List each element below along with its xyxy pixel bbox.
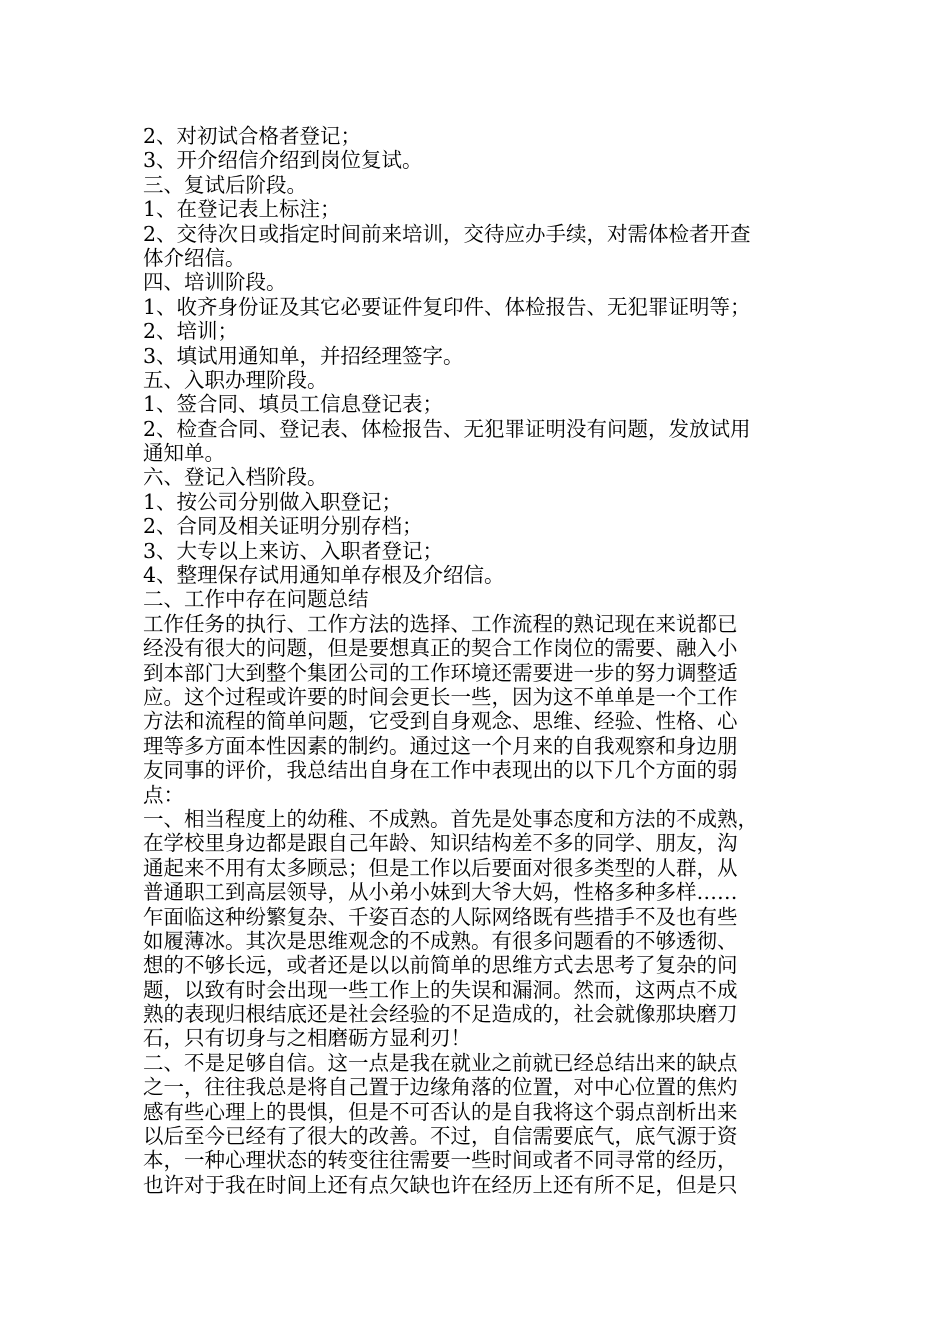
text-line: 熟的表现归根结底还是社会经验的不足造成的，社会就像那块磨刀 bbox=[143, 1002, 738, 1027]
text-line: 3、填试用通知单，并招经理签字。 bbox=[143, 343, 464, 368]
text-line: 想的不够长远，或者还是以以前简单的思维方式去思考了复杂的问 bbox=[143, 953, 738, 978]
text-line: 2、检查合同、登记表、体检报告、无犯罪证明没有问题，发放试用 bbox=[143, 416, 751, 441]
text-line: 体介绍信。 bbox=[143, 245, 246, 270]
text-line: 点： bbox=[143, 782, 184, 807]
text-line: 1、收齐身份证及其它必要证件复印件、体检报告、无犯罪证明等； bbox=[143, 294, 751, 319]
text-line: 感有些心理上的畏惧，但是不可否认的是自我将这个弱点剖析出来 bbox=[143, 1099, 738, 1124]
text-line: 友同事的评价，我总结出自身在工作中表现出的以下几个方面的弱 bbox=[143, 758, 738, 783]
text-line: 石，只有切身与之相磨砺方显利刃！ bbox=[143, 1026, 471, 1051]
text-line: 3、大专以上来访、入职者登记； bbox=[143, 538, 444, 563]
text-line: 五、入职办理阶段。 bbox=[143, 367, 328, 392]
text-line: 六、登记入档阶段。 bbox=[143, 465, 328, 490]
text-line: 之一，往往我总是将自己置于边缘角落的位置，对中心位置的焦灼 bbox=[143, 1075, 738, 1100]
text-line: 一、相当程度上的幼稚、不成熟。首先是处事态度和方法的不成熟， bbox=[143, 806, 758, 831]
text-line: 1、按公司分别做入职登记； bbox=[143, 489, 403, 514]
text-line: 三、复试后阶段。 bbox=[143, 172, 307, 197]
text-line: 应。这个过程或许要的时间会更长一些，因为这不单单是一个工作 bbox=[143, 684, 738, 709]
text-line: 理等多方面本性因素的制约。通过这一个月来的自我观察和身边朋 bbox=[143, 733, 738, 758]
text-line: 如履薄冰。其次是思维观念的不成熟。有很多问题看的不够透彻、 bbox=[143, 928, 738, 953]
text-line: 四、培训阶段。 bbox=[143, 270, 287, 295]
text-line: 到本部门大到整个集团公司的工作环境还需要进一步的努力调整适 bbox=[143, 660, 738, 685]
text-line: 二、工作中存在问题总结 bbox=[143, 587, 369, 612]
text-line: 1、签合同、填员工信息登记表； bbox=[143, 392, 444, 417]
document-body bbox=[143, 124, 803, 1197]
text-line: 经没有很大的问题，但是要想真正的契合工作岗位的需要、融入小 bbox=[143, 636, 738, 661]
text-line: 4、整理保存试用通知单存根及介绍信。 bbox=[143, 563, 505, 588]
text-line: 也许对于我在时间上还有点欠缺也许在经历上还有所不足，但是只 bbox=[143, 1172, 738, 1197]
text-line: 题，以致有时会出现一些工作上的失误和漏洞。然而，这两点不成 bbox=[143, 977, 738, 1002]
text-line: 工作任务的执行、工作方法的选择、工作流程的熟记现在来说都已 bbox=[143, 611, 738, 636]
text-line: 方法和流程的简单问题，它受到自身观念、思维、经验、性格、心 bbox=[143, 709, 738, 734]
text-line: 3、开介绍信介绍到岗位复试。 bbox=[143, 148, 423, 173]
text-line: 以后至今已经有了很大的改善。不过，自信需要底气，底气源于资 bbox=[143, 1124, 738, 1149]
text-line: 在学校里身边都是跟自己年龄、知识结构差不多的同学、朋友，沟 bbox=[143, 831, 738, 856]
text-line: 2、培训； bbox=[143, 319, 239, 344]
text-line: 本，一种心理状态的转变往往需要一些时间或者不同寻常的经历， bbox=[143, 1148, 738, 1173]
text-line: 普通职工到高层领导，从小弟小妹到大爷大妈，性格多种多样…… bbox=[143, 880, 738, 905]
text-line: 2、对初试合格者登记； bbox=[143, 124, 362, 148]
text-line: 通起来不用有太多顾忌；但是工作以后要面对很多类型的人群，从 bbox=[143, 855, 738, 880]
text-line: 乍面临这种纷繁复杂、千姿百态的人际网络既有些措手不及也有些 bbox=[143, 904, 738, 929]
text-line: 1、在登记表上标注； bbox=[143, 197, 341, 222]
text-line: 二、不是足够自信。这一点是我在就业之前就已经总结出来的缺点 bbox=[143, 1050, 738, 1075]
text-line: 通知单。 bbox=[143, 441, 225, 466]
text-line: 2、合同及相关证明分别存档； bbox=[143, 514, 423, 539]
text-line: 2、交待次日或指定时间前来培训，交待应办手续，对需体检者开查 bbox=[143, 221, 751, 246]
